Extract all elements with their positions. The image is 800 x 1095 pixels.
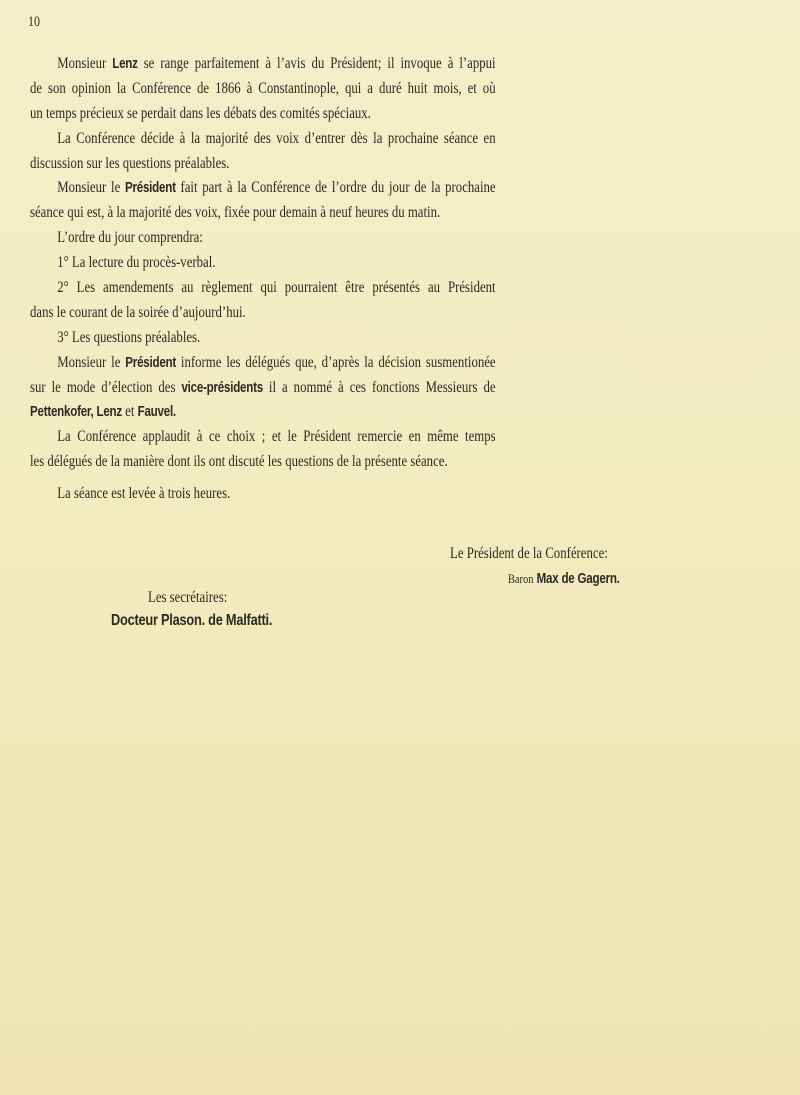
text-segment: se range parfaitement à l’avis du Président; il invoque à l’appui xyxy=(137,55,496,72)
bold-name: Pettenkofer, Lenz xyxy=(30,404,122,421)
bold-name: Président xyxy=(124,180,176,197)
text-segment: il a nommé à ces fonctions Messieurs de xyxy=(262,378,496,396)
bold-name: Fauvel. xyxy=(137,404,176,421)
text-segment: La séance est levée à trois heures. xyxy=(57,485,231,503)
text-segment: Monsieur xyxy=(57,55,113,72)
text-segment: dans le courant de la soirée d’aujourd’hui. xyxy=(30,303,246,321)
bold-name: vice-présidents xyxy=(181,379,263,396)
text-line xyxy=(30,77,496,102)
bold-name: Président xyxy=(125,354,177,371)
text-segment: Monsieur le xyxy=(57,179,125,197)
text-line xyxy=(30,400,496,425)
text-segment: un temps précieux se perdait dans les débats des comités spéciaux. xyxy=(30,104,371,122)
text-line xyxy=(30,301,496,326)
text-line xyxy=(30,482,496,507)
text-line xyxy=(30,127,496,152)
text-segment: les délégués de la manière dont ils ont discuté les questions de la présente séance. xyxy=(30,453,448,471)
text-segment: sur le mode d’élection des xyxy=(30,378,182,396)
minutes-body-text xyxy=(30,52,496,507)
text-segment: La Conférence applaudit à ce choix ; et le Président remercie en même temps xyxy=(57,428,496,446)
text-segment: et xyxy=(121,403,138,421)
text-line xyxy=(30,376,496,401)
president-name: Max de Gagern. xyxy=(536,571,620,587)
text-segment: fait part à la Conférence de l’ordre du jour de la prochaine xyxy=(175,179,496,197)
secretaries-names: Docteur Plason. de Malfatti. xyxy=(111,612,273,629)
text-line xyxy=(30,52,496,77)
text-segment: informe les délégués que, d’après la décision susmentionée xyxy=(176,353,496,371)
text-segment: séance qui est, à la majorité des voix, fixée pour demain à neuf heures du matin. xyxy=(30,204,441,222)
text-line xyxy=(30,326,496,351)
text-segment: La Conférence décide à la majorité des voix d’entrer dès la prochaine séance en xyxy=(57,129,496,147)
text-segment: 2° Les amendements au règlement qui pourraient être présentés au Président xyxy=(57,279,496,297)
text-line xyxy=(30,425,496,450)
text-line xyxy=(30,276,496,301)
president-prefix: Baron xyxy=(508,571,534,586)
president-signature-name xyxy=(508,570,620,588)
text-line xyxy=(30,102,496,127)
text-segment: discussion sur les questions préalables. xyxy=(30,154,230,172)
text-segment: de son opinion la Conférence de 1866 à Constantinople, qui a duré huit mois, et où xyxy=(30,79,496,97)
text-line xyxy=(30,176,496,201)
president-signature-title: Le Président de la Conférence: xyxy=(450,545,608,562)
text-line xyxy=(30,226,496,251)
text-segment: L’ordre du jour comprendra: xyxy=(57,229,203,247)
text-segment: 1° La lecture du procès-verbal. xyxy=(57,254,216,272)
text-line xyxy=(30,152,496,177)
text-line xyxy=(30,251,496,276)
text-segment: 3° Les questions préalables. xyxy=(57,328,201,346)
page-number: 10 xyxy=(28,14,40,30)
text-line xyxy=(30,351,496,376)
text-line xyxy=(30,450,496,475)
secretaries-signature-title: Les secrétaires: xyxy=(148,589,228,606)
bold-name: Lenz xyxy=(112,56,138,72)
text-segment: Monsieur le xyxy=(57,353,126,371)
text-line xyxy=(30,201,496,226)
